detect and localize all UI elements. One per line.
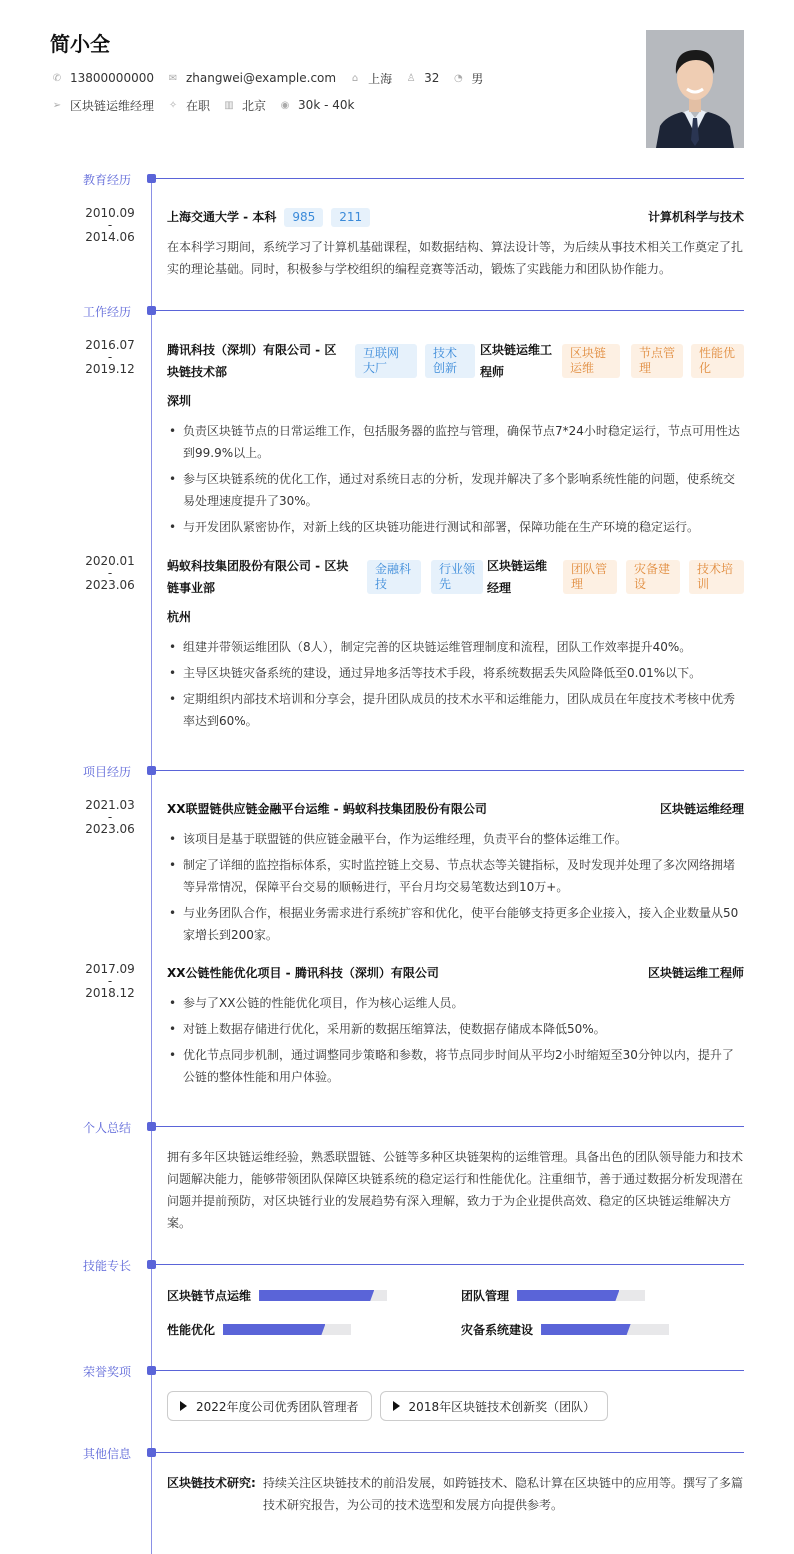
project-date: 2021.03 - 2023.06 (85, 798, 135, 836)
job-row (50, 97, 366, 113)
section-divider (156, 1126, 744, 1127)
target-city-text: 北京 (242, 98, 267, 113)
award-text: 2018年区块链技术创新奖（团队） (408, 1399, 596, 1414)
work-bullets (167, 636, 744, 732)
status-item (166, 97, 210, 114)
status-text: 在职 (186, 98, 211, 113)
work-company: 腾讯科技（深圳）有限公司 - 区块链技术部 (167, 343, 337, 379)
status-icon: ✧ (168, 99, 178, 111)
project-role: 区块链运维经理 (659, 802, 744, 816)
salary-item (278, 98, 354, 112)
gender-item (451, 70, 483, 87)
project-bullets (167, 828, 744, 946)
contact-row (50, 70, 495, 86)
project-bullets (167, 992, 744, 1088)
section-marker (147, 306, 156, 315)
section-title-work: 工作经历 (82, 305, 131, 319)
email-item (166, 71, 336, 85)
project-title: XX联盟链供应链金融平台运维 - 蚂蚁科技集团股份有限公司 (167, 802, 487, 816)
work-tag: 互联网大厂 (355, 344, 417, 378)
work-tag: 行业领先 (431, 560, 483, 594)
work-tag: 金融科技 (367, 560, 421, 594)
work-date: 2020.01 - 2023.06 (85, 554, 135, 592)
education-header (167, 206, 744, 228)
section-divider (156, 1370, 744, 1371)
skill-bar-fill (541, 1324, 631, 1335)
major: 计算机科学与技术 (647, 210, 744, 224)
section-marker (147, 174, 156, 183)
list-item: • 制定了详细的监控指标体系，实时监控链上交易、节点状态等关键指标，及时发现并处理了多次网络拥堵等异常情况，保障平台交易的顺畅进行，平台月均交易笔数达到10万+。 (167, 854, 744, 898)
skill-item (167, 1321, 351, 1338)
salary-icon: ◉ (280, 99, 290, 111)
project-role: 区块链运维工程师 (647, 966, 744, 980)
building-icon: ▥ (224, 99, 234, 111)
list-item: • 对链上数据存储进行优化，采用新的数据压缩算法，使数据存储成本降低50%。 (167, 1018, 744, 1040)
work-skill-tag: 灾备建设 (626, 560, 680, 594)
mail-icon: ✉ (168, 72, 178, 84)
work-location: 深圳 (167, 394, 192, 408)
work-date: 2016.07 - 2019.12 (85, 338, 135, 376)
profile-photo (646, 30, 744, 148)
section-marker (147, 1122, 156, 1131)
section-divider (156, 1264, 744, 1265)
home-icon: ⌂ (351, 72, 359, 84)
section-title-projects: 项目经历 (82, 765, 131, 779)
gender-icon: ◔ (454, 72, 463, 84)
skill-item (461, 1287, 645, 1304)
list-item: • 与开发团队紧密协作，对新上线的区块链功能进行测试和部署，保障功能在生产环境的稳定运行。 (167, 516, 744, 538)
position-item (50, 97, 154, 114)
work-skill-tag: 区块链运维 (562, 344, 620, 378)
work-skill-tag: 性能优化 (691, 344, 744, 378)
section-marker (147, 1448, 156, 1457)
phone-icon: ✆ (52, 72, 62, 84)
timeline-line (151, 178, 152, 1554)
phone-item (50, 71, 154, 85)
work-bullets (167, 420, 744, 538)
list-item: • 与业务团队合作，根据业务需求进行系统扩容和优化，使平台能够支持更多企业接入，接入企业数量从50家增长到200家。 (167, 902, 744, 946)
work-role: 区块链运维工程师 (480, 343, 553, 379)
list-item: • 优化节点同步机制，通过调整同步策略和参数，将节点同步时间从平均2小时缩短至30分钟以内，提升了公链的整体性能和用户体验。 (167, 1044, 744, 1088)
work-role: 区块链运维经理 (487, 559, 548, 595)
skill-bar-fill (223, 1324, 325, 1335)
salary-text: 30k - 40k (298, 98, 355, 112)
list-item: • 组建并带领运维团队（8人），制定完善的区块链运维管理制度和流程，团队工作效率提升40%。 (167, 636, 744, 658)
project-header (167, 798, 744, 820)
skill-bar (541, 1324, 669, 1335)
list-item: • 参与了XX公链的性能优化项目，作为核心运维人员。 (167, 992, 744, 1014)
section-marker (147, 1260, 156, 1269)
skill-name: 性能优化 (167, 1323, 216, 1337)
email-text: zhangwei@example.com (185, 71, 337, 85)
section-title-summary: 个人总结 (82, 1121, 131, 1135)
project-title: XX公链性能优化项目 - 腾讯科技（深圳）有限公司 (167, 966, 439, 980)
school-name: 上海交通大学 - 本科 (167, 210, 277, 224)
phone-text: 13800000000 (70, 71, 154, 85)
work-skill-tag: 节点管理 (631, 344, 683, 378)
list-item: • 参与区块链系统的优化工作，通过对系统日志的分析，发现并解决了多个影响系统性能的问题，使系统交易处理速度提升了30%。 (167, 468, 744, 512)
award-badge (380, 1391, 609, 1421)
section-title-other: 其他信息 (82, 1447, 131, 1461)
work-company: 蚂蚁科技集团股份有限公司 - 区块链事业部 (167, 559, 349, 595)
skill-bar (517, 1290, 645, 1301)
target-city-item (222, 97, 266, 114)
section-divider (156, 178, 744, 179)
age-text: 32 (424, 71, 440, 85)
education-date: 2010.09 - 2014.06 (85, 206, 135, 244)
age-item (404, 71, 439, 85)
list-item: • 该项目是基于联盟链的供应链金融平台，作为运维经理，负责平台的整体运维工作。 (167, 828, 744, 850)
awards-list (167, 1391, 608, 1421)
project-date: 2017.09 - 2018.12 (85, 962, 135, 1000)
work-location: 杭州 (167, 610, 192, 624)
project-header (167, 962, 744, 984)
education-tag: 985 (284, 208, 323, 227)
city-text: 上海 (368, 71, 393, 86)
summary-text: 拥有多年区块链运维经验，熟悉联盟链、公链等多种区块链架构的运维管理。具备出色的团队领导能力和技术问题解决能力，能够带领团队保障区块链系统的稳定运行和性能优化。注重细节，善于通过数据分析发现潜在问题并提前预防，对区块链行业的发展趋势有深入理解，致力于为企业提供高效、稳定的区块链运维解决方案。 (167, 1150, 744, 1230)
education-description: 在本科学习期间，系统学习了计算机基础课程，如数据结构、算法设计等，为后续从事技术相关工作奠定了扎实的理论基础。同时，积极参与学校组织的编程竞赛等活动，锻炼了实践能力和团队协作能力。 (167, 240, 744, 276)
section-divider (156, 1452, 744, 1453)
section-divider (156, 770, 744, 771)
section-marker (147, 766, 156, 775)
skill-item (167, 1287, 387, 1304)
award-text: 2022年度公司优秀团队管理者 (196, 1399, 359, 1414)
work-skill-tag: 技术培训 (689, 560, 744, 594)
position-icon: ➢ (52, 99, 62, 111)
skill-bar-fill (259, 1290, 374, 1301)
section-divider (156, 310, 744, 311)
skill-item (461, 1321, 669, 1338)
skill-bar-fill (517, 1290, 619, 1301)
list-item: • 定期组织内部技术培训和分享会，提升团队成员的技术水平和运维能力，团队成员在年度技术考核中优秀率达到60%。 (167, 688, 744, 732)
section-title-awards: 荣誉奖项 (82, 1365, 131, 1379)
work-tag: 技术创新 (425, 344, 475, 378)
section-title-education: 教育经历 (82, 173, 131, 187)
age-icon: ♙ (406, 72, 416, 84)
list-item: • 负责区块链节点的日常运维工作，包括服务器的监控与管理，确保节点7*24小时稳定运行，节点可用性达到99.9%以上。 (167, 420, 744, 464)
award-badge (167, 1391, 372, 1421)
list-item: • 主导区块链灾备系统的建设，通过异地多活等技术手段，将系统数据丢失风险降低至0.01%以下。 (167, 662, 744, 684)
section-title-skills: 技能专长 (82, 1259, 131, 1273)
play-icon (180, 1401, 187, 1411)
other-label: 区块链技术研究: (167, 1476, 256, 1490)
gender-text: 男 (471, 71, 484, 86)
position-text: 区块链运维经理 (70, 98, 155, 113)
education-tag: 211 (331, 208, 370, 227)
section-marker (147, 1366, 156, 1375)
candidate-name: 简小全 (50, 32, 110, 56)
other-info (167, 1472, 744, 1516)
city-item (348, 70, 392, 87)
skill-name: 灾备系统建设 (461, 1323, 534, 1337)
skill-name: 区块链节点运维 (167, 1289, 252, 1303)
play-icon (393, 1401, 400, 1411)
other-text: 持续关注区块链技术的前沿发展，如跨链技术、隐私计算在区块链中的应用等。撰写了多篇技术研究报告，为公司的技术选型和发展方向提供参考。 (263, 1476, 744, 1512)
skill-name: 团队管理 (461, 1289, 510, 1303)
skill-bar (223, 1324, 351, 1335)
skill-bar (259, 1290, 387, 1301)
work-skill-tag: 团队管理 (563, 560, 617, 594)
